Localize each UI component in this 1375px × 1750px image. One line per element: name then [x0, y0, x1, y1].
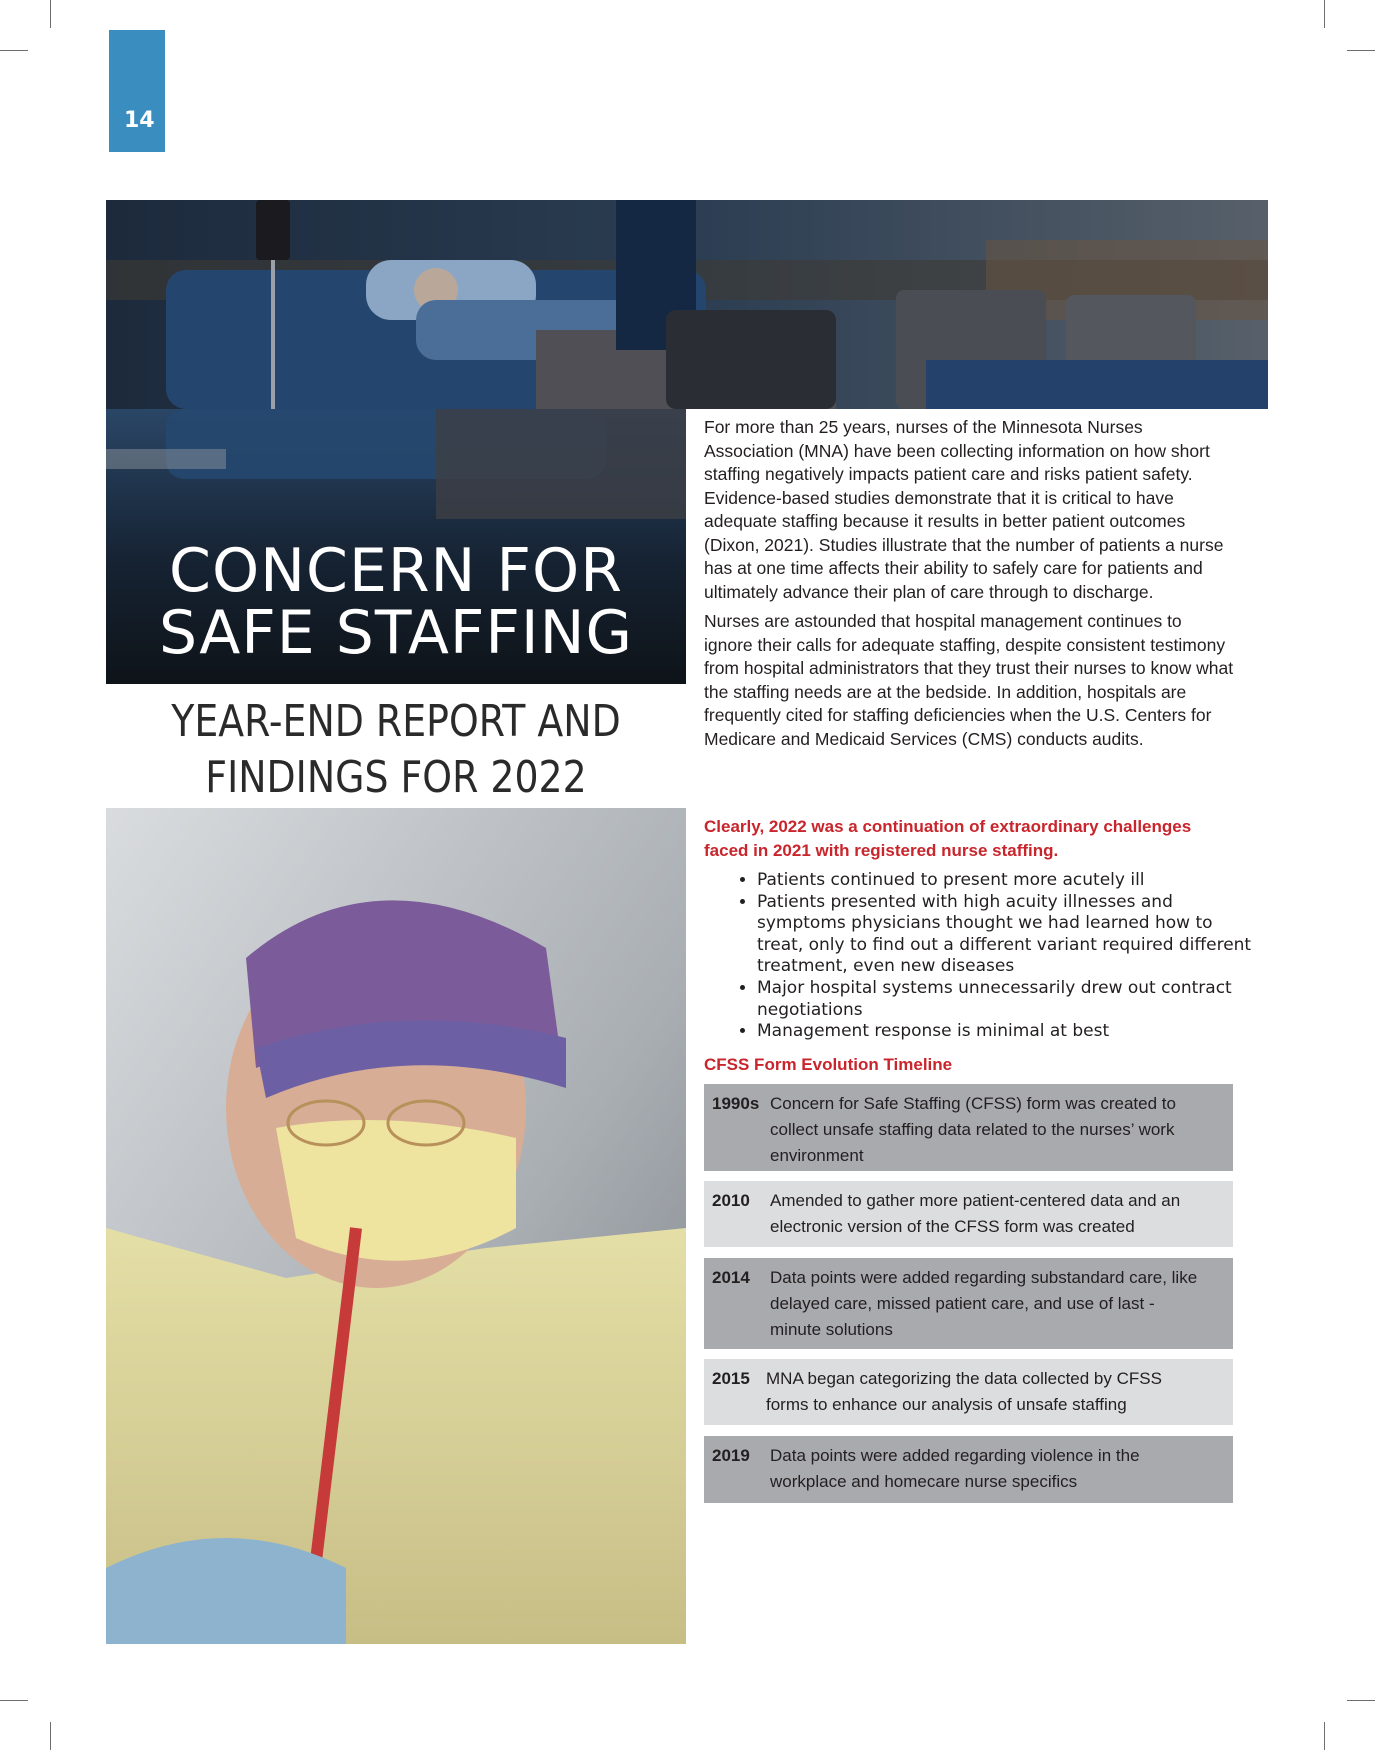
crop-mark: [1324, 1722, 1325, 1750]
timeline-row: [704, 1436, 1233, 1503]
subtitle-line: YEAR-END REPORT AND: [171, 696, 621, 747]
timeline-text: Data points were added regarding substandard care, like delayed care, missed patient care, and use of last - minute solutions: [770, 1268, 1198, 1339]
page-subtitle: [147, 694, 646, 806]
timeline-text: Concern for Safe Staffing (CFSS) form was created to collect unsafe staffing data related to the nurses’ work environment: [770, 1094, 1176, 1165]
timeline-year: 2014: [712, 1268, 750, 1287]
crop-mark: [0, 1700, 28, 1701]
timeline-year: 2015: [712, 1369, 750, 1388]
crop-mark: [50, 0, 51, 28]
body-text: [704, 416, 1234, 757]
page-number-tab: [109, 30, 165, 152]
timeline-row: [704, 1258, 1233, 1349]
page-number: 14: [124, 108, 155, 133]
timeline-row: [704, 1084, 1233, 1171]
timeline-text: MNA began categorizing the data collected by CFSS forms to enhance our analysis of unsafe staffing: [766, 1369, 1162, 1414]
timeline-year: 2010: [712, 1191, 750, 1210]
crop-mark: [0, 50, 28, 51]
list-item: • Major hospital systems unnecessarily drew out contract negotiations: [757, 978, 1257, 1021]
timeline-year: 2019: [712, 1446, 750, 1465]
body-paragraph: For more than 25 years, nurses of the Minnesota Nurses Association (MNA) have been collecting information on how short staffing negatively impacts patient care and risks patient safety. Evidence-based studies demonstrate that it is critical to have adequate staffing because it results in better patient outcomes (Dixon, 2021). Studies illustrate that the number of patients a nurse has at one time affects their ability to safely care for patients and ultimately advance their plan of care through to discharge.: [704, 417, 1224, 602]
body-paragraph: Nurses are astounded that hospital management continues to ignore their calls for adequate staffing, despite consistent testimony from hospital administrators that they trust their nurses to know what the staffing needs are at the bedside. In addition, hospitals are frequently cited for staffing deficiencies when the U.S. Centers for Medicare and Medicaid Services (CMS) conducts audits.: [704, 611, 1234, 749]
challenges-list: [740, 870, 1257, 1043]
title-line: CONCERN FOR: [169, 536, 623, 606]
crop-mark: [1347, 50, 1375, 51]
crop-mark: [50, 1722, 51, 1750]
title-line: SAFE STAFFING: [159, 598, 633, 668]
subtitle-line: FINDINGS FOR 2022: [205, 752, 587, 803]
timeline-text: Amended to gather more patient-centered data and an electronic version of the CFSS form was created: [770, 1191, 1181, 1236]
crop-mark: [1347, 1700, 1375, 1701]
highlight-statement: Clearly, 2022 was a continuation of extraordinary challenges faced in 2021 with registered nurse staffing.: [704, 817, 1192, 860]
list-item: • Management response is minimal at best: [757, 1021, 1257, 1043]
list-item: • Patients continued to present more acutely ill: [757, 870, 1257, 892]
timeline-year: 1990s: [712, 1094, 760, 1113]
list-item: • Patients presented with high acuity illnesses and symptoms physicians thought we had learned how to treat, only to find out a different variant required different treatment, even new diseases: [757, 892, 1257, 978]
timeline-row: [704, 1359, 1233, 1425]
timeline-row: [704, 1181, 1233, 1247]
timeline-text: Data points were added regarding violence in the workplace and homecare nurse specifics: [770, 1446, 1140, 1491]
nurse-ppe-photo: [106, 808, 686, 1644]
crop-mark: [1324, 0, 1325, 28]
hospital-room-photo: [106, 200, 1268, 409]
timeline-title: CFSS Form Evolution Timeline: [704, 1055, 953, 1074]
page-title: [106, 536, 686, 668]
